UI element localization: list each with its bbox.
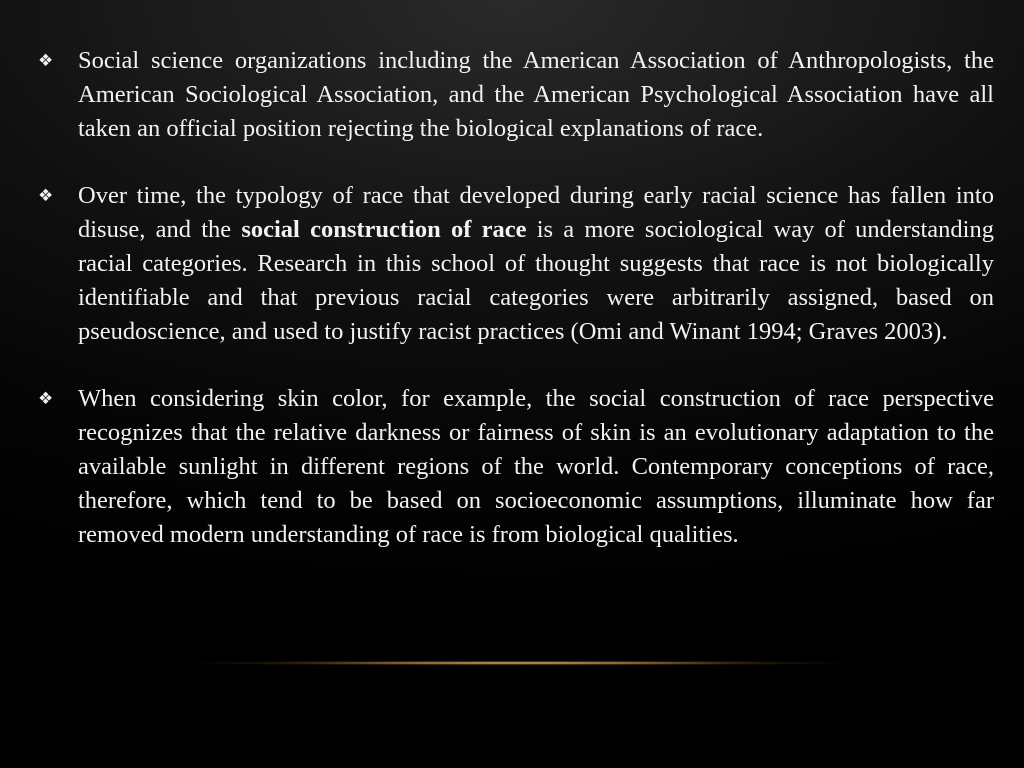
bullet-text-part: Over time, the typology of race that developed during early racial science has fallen into disuse, and the: [78, 181, 994, 243]
diamond-bullet-icon: ❖: [38, 51, 54, 71]
bullet-text: Social science organizations including the American Association of Anthropologists, the American Sociological Association, and the American Psychological Association have all taken an official position rejecting the biological explanations of race.: [78, 47, 994, 143]
bold-term: social construction of race: [241, 215, 527, 243]
bullet-text: [78, 179, 994, 350]
decorative-divider: [180, 661, 860, 665]
bullet-item: [38, 179, 994, 350]
bullet-text: When considering skin color, for example, the social construction of race perspective recognizes that the relative darkness or fairness of skin is an evolutionary adaptation to the available sunlight in different regions of the world. Contemporary conceptions of race, therefore, which tend to be based on socioeconomic assumptions, illuminate how far removed modern understanding of race is from biological qualities.: [78, 384, 994, 549]
diamond-bullet-icon: ❖: [38, 388, 54, 409]
bullet-list: [38, 44, 994, 585]
bullet-item: [38, 44, 994, 147]
diamond-bullet-icon: ❖: [38, 185, 54, 206]
bullet-item: [38, 382, 994, 553]
bullet-text-part: is a more sociological way of understanding racial categories. Research in this school of thought suggests that race is not biologically identifiable and that previous racial categories were arbitrarily assigned, based on pseudoscience, and used to justify racist practices (Omi and Winant 1994; Graves 2003).: [78, 215, 994, 346]
